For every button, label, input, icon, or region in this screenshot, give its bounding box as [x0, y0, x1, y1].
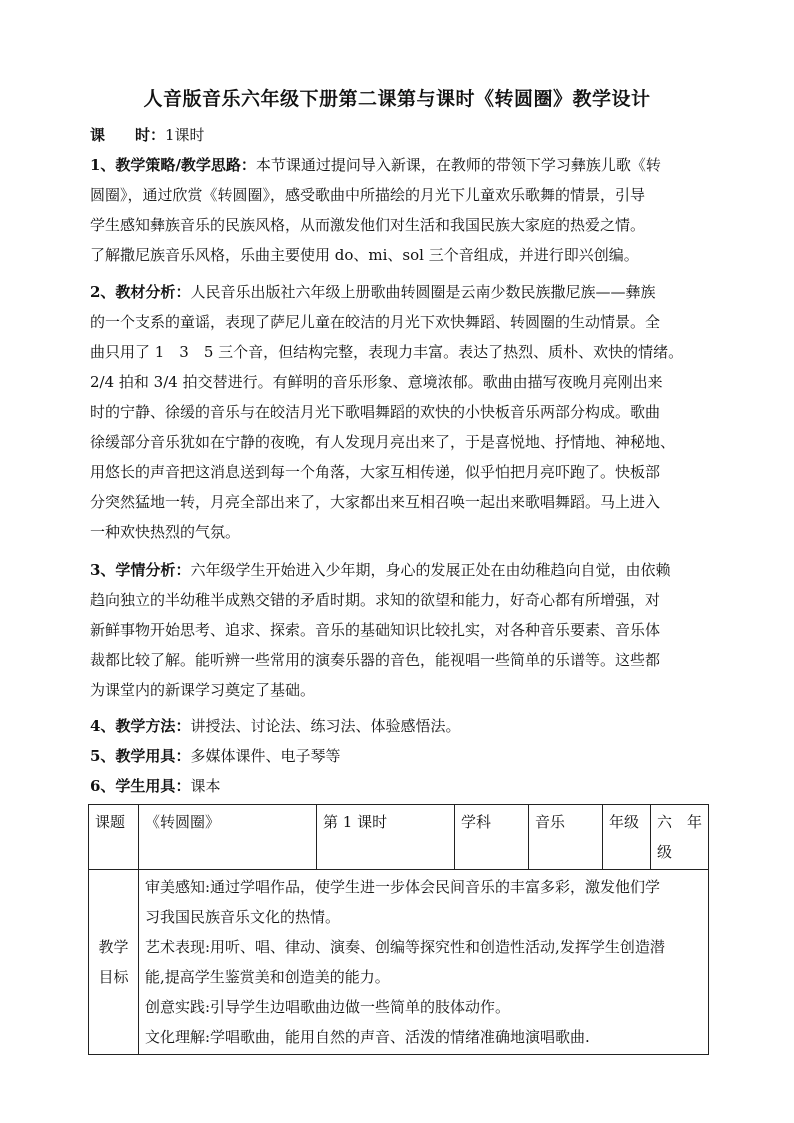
grade-value-cell — [651, 805, 709, 870]
objective-line: 能,提高学生鉴赏美和创造美的能力。 — [145, 968, 390, 986]
lesson-info-table — [88, 804, 709, 1055]
paragraph-line: 用悠长的声音把这消息送到每一个角落，大家互相传递，似乎怕把月亮吓跑了。快板部 — [90, 463, 661, 481]
subject-value-cell: 音乐 — [529, 805, 603, 870]
objectives-content-cell — [139, 870, 709, 1055]
lesson-cell: 第 1 课时 — [317, 805, 455, 870]
section-heading: 2、教材分析： — [90, 283, 191, 301]
paragraph-line: 新鲜事物开始思考、追求、探索。音乐的基础知识比较扎实，对各种音乐要素、音乐体 — [90, 621, 661, 639]
paragraph-line: 讲授法、讨论法、练习法、体验感悟法。 — [190, 717, 461, 735]
table-row — [89, 805, 709, 870]
subject-label-cell: 学科 — [455, 805, 529, 870]
paragraph-line: 一种欢快热烈的气氛。 — [90, 523, 241, 541]
course-hours — [90, 120, 708, 150]
objectives-label: 教学 — [98, 938, 129, 956]
objective-line: 艺术表现:用听、唱、律动、演奏、创编等探究性和创造性活动,发挥学生创造潜 — [145, 938, 665, 956]
table-row — [89, 870, 709, 1055]
objective-line: 文化理解:学唱歌曲，能用自然的声音、活泼的情绪准确地演唱歌曲. — [145, 1028, 590, 1046]
paragraph-line: 裁都比较了解。能听辨一些常用的演奏乐器的音色，能视唱一些简单的乐谱等。这些都 — [90, 651, 661, 669]
paragraph-line: 圆圈》，通过欣赏《转圆圈》，感受歌曲中所描绘的月光下儿童欢乐歌舞的情景，引导 — [90, 186, 646, 204]
section-student-analysis — [90, 555, 708, 705]
section-teaching-tools — [90, 741, 708, 771]
paragraph-line: 时的宁静、徐缓的音乐与在皎洁月光下歌唱舞蹈的欢快的小快板音乐两部分构成。歌曲 — [90, 403, 661, 421]
paragraph-line: 为课堂内的新课学习奠定了基础。 — [90, 681, 316, 699]
paragraph-line: 人民音乐出版社六年级上册歌曲转圆圈是云南少数民族撒尼族——彝族 — [190, 283, 656, 301]
objectives-label-cell — [89, 870, 139, 1055]
paragraph-line: 曲只用了 1 3 5 三个音，但结构完整，表现力丰富。表达了热烈、质朴、欢快的情绪。 — [90, 343, 684, 361]
section-teaching-methods — [90, 711, 708, 741]
objectives-label: 目标 — [98, 968, 129, 986]
paragraph-line: 徐缓部分音乐犹如在宁静的夜晚，有人发现月亮出来了，于是喜悦地、抒情地、神秘地、 — [90, 433, 676, 451]
objective-line: 审美感知:通过学唱作品，使学生进一步体会民间音乐的丰富多彩，激发他们学 — [145, 878, 661, 896]
paragraph-line: 趋向独立的半幼稚半成熟交错的矛盾时期。求知的欲望和能力，好奇心都有所增强，对 — [90, 591, 661, 609]
paragraph-line: 了解撒尼族音乐风格，乐曲主要使用 do、mi、sol 三个音组成，并进行即兴创编。 — [90, 246, 639, 264]
paragraph-line: 六年级学生开始进入少年期，身心的发展正处在由幼稚趋向自觉，由依赖 — [190, 561, 671, 579]
section-heading: 6、学生用具： — [90, 777, 191, 795]
section-student-tools — [90, 771, 708, 801]
paragraph-line: 分突然猛地一转，月亮全部出来了，大家都出来互相召唤一起出来歌唱舞蹈。马上进入 — [90, 493, 661, 511]
grade-value-part: 六 — [657, 813, 673, 831]
grade-label-cell: 年级 — [603, 805, 651, 870]
objective-line: 创意实践:引导学生边唱歌曲边做一些简单的肢体动作。 — [145, 998, 511, 1016]
paragraph-line: 课本 — [190, 777, 221, 795]
section-heading: 3、学情分析： — [90, 561, 191, 579]
course-hours-value: 1课时 — [165, 126, 205, 144]
grade-value-part: 年 — [686, 813, 702, 831]
topic-value-cell: 《转圆圈》 — [139, 805, 317, 870]
section-teaching-strategy — [90, 150, 708, 270]
section-heading: 1、教学策略/教学思路： — [90, 156, 256, 174]
section-material-analysis — [90, 277, 708, 547]
objective-line: 习我国民族音乐文化的热情。 — [145, 908, 341, 926]
grade-value-part: 级 — [657, 843, 673, 861]
section-heading: 5、教学用具： — [90, 747, 191, 765]
course-hours-label: 课 时： — [90, 126, 166, 144]
paragraph-line: 本节课通过提问导入新课，在教师的带领下学习彝族儿歌《转 — [255, 156, 661, 174]
paragraph-line: 2/4 拍和 3/4 拍交替进行。有鲜明的音乐形象、意境浓郁。歌曲由描写夜晚月亮刚出来 — [90, 373, 663, 391]
paragraph-line: 学生感知彝族音乐的民族风格，从而激发他们对生活和我国民族大家庭的热爱之情。 — [90, 216, 646, 234]
paragraph-line: 的一个支系的童谣，表现了萨尼儿童在皎洁的月光下欢快舞蹈、转圆圈的生动情景。全 — [90, 313, 661, 331]
paragraph-line: 多媒体课件、电子琴等 — [190, 747, 341, 765]
section-heading: 4、教学方法： — [90, 717, 191, 735]
topic-label-cell: 课题 — [89, 805, 139, 870]
document-title: 人音版音乐六年级下册第二课第与课时《转圆圈》教学设计 — [143, 88, 651, 110]
